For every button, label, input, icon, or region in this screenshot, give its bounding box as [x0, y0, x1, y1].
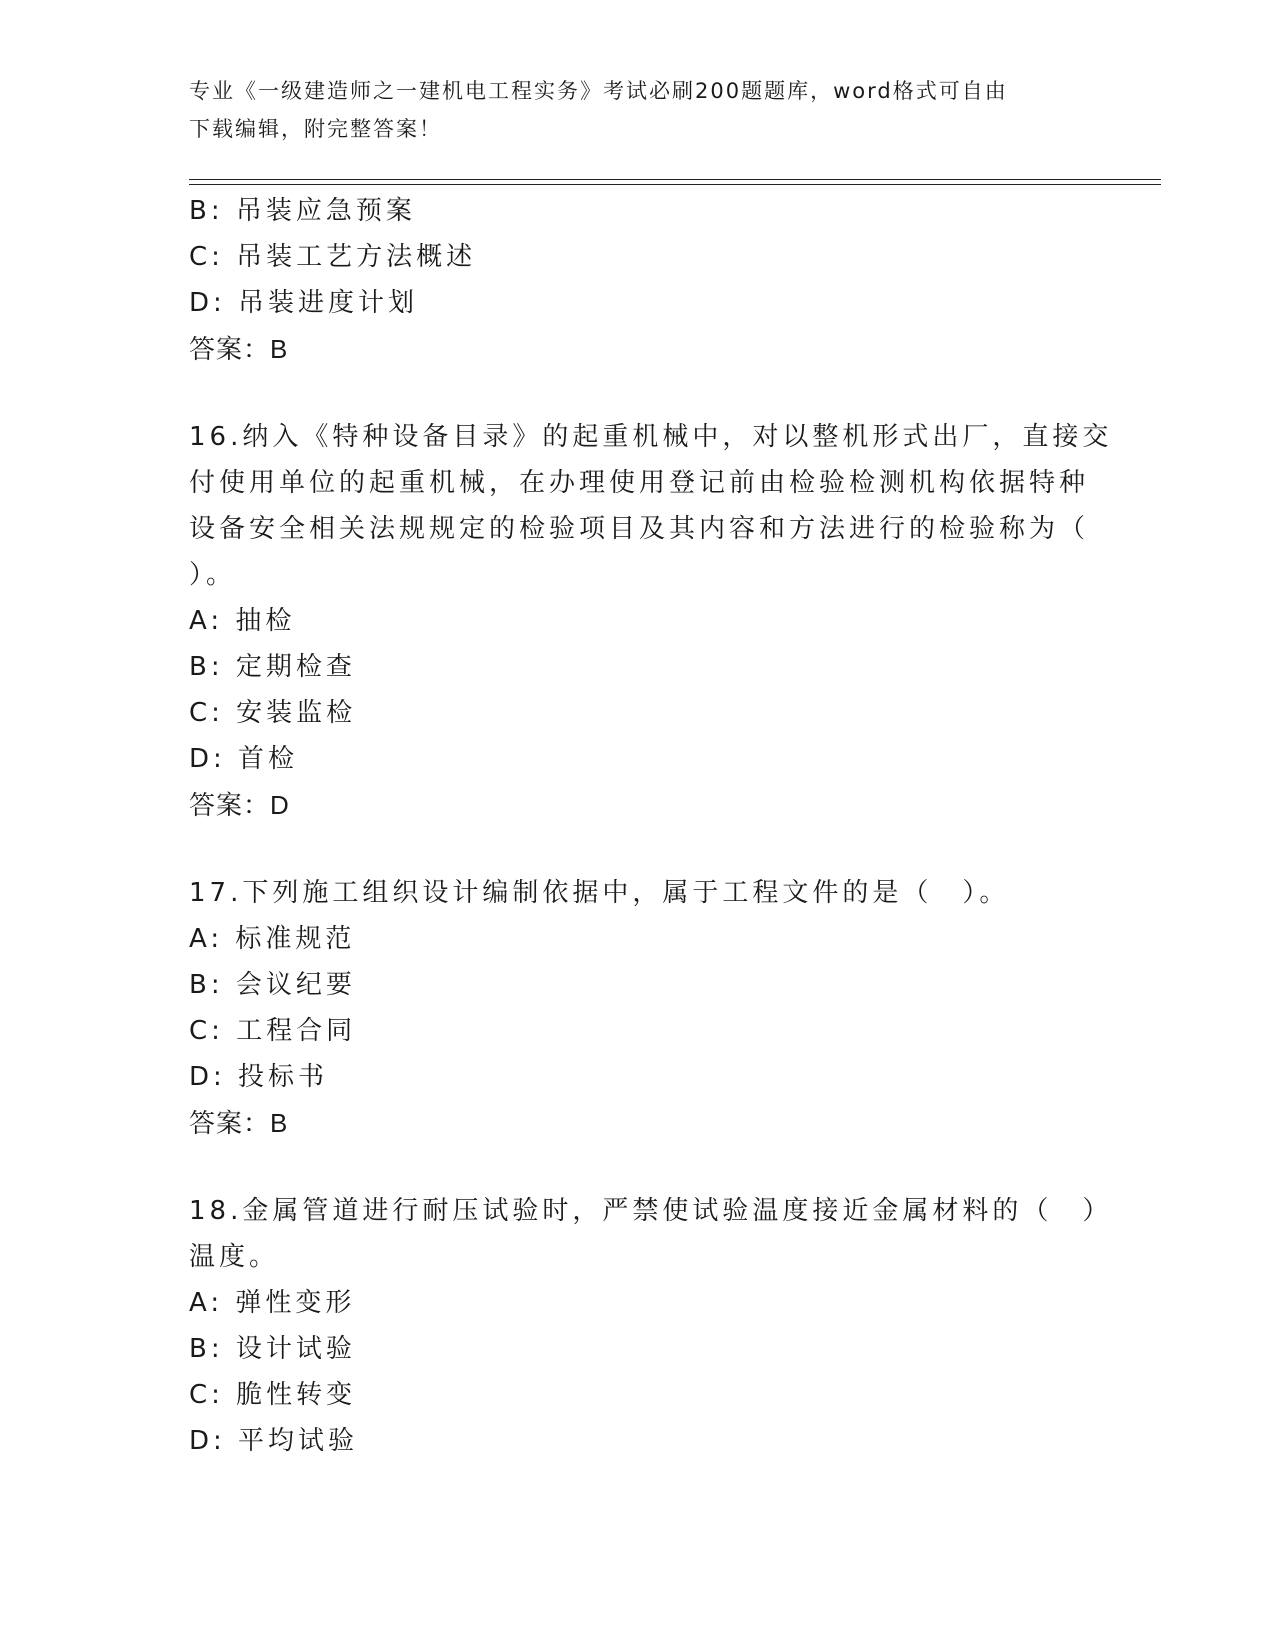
answer-line: 答案：B	[189, 1108, 289, 1138]
question-18	[189, 1188, 1113, 1464]
option-d: D: 平均试验	[189, 1426, 359, 1456]
question-stem-line: 温度。	[189, 1242, 280, 1272]
answer-line: 答案：B	[189, 334, 289, 364]
question-15-continuation	[189, 188, 1089, 372]
option-a: A: 抽检	[189, 606, 296, 636]
header-divider-top	[189, 179, 1161, 180]
option-c: C: 脆性转变	[189, 1380, 357, 1410]
answer-line: 答案：D	[189, 790, 290, 820]
question-stem-line: 付使用单位的起重机械，在办理使用登记前由检验检测机构依据特种	[189, 468, 1090, 498]
option-d: D: 首检	[189, 744, 299, 774]
option-b: B: 定期检查	[189, 652, 356, 682]
spacer	[189, 1146, 1089, 1188]
option-b: B: 会议纪要	[189, 970, 356, 1000]
option-d: D: 吊装进度计划	[189, 288, 419, 318]
question-16	[189, 414, 1113, 828]
document-header	[189, 72, 1089, 148]
option-a: A: 弹性变形	[189, 1288, 356, 1318]
option-b: B: 设计试验	[189, 1334, 356, 1364]
spacer	[189, 828, 1089, 870]
question-stem-line: 设备安全相关法规规定的检验项目及其内容和方法进行的检验称为（	[189, 514, 1090, 544]
option-c: C: 吊装工艺方法概述	[189, 242, 477, 272]
spacer	[189, 372, 1089, 414]
header-line-1: 专业《一级建造师之一建机电工程实务》考试必刷200题题库，word格式可自由	[189, 79, 1008, 103]
question-stem-line: ）。	[189, 560, 237, 590]
document-body	[189, 188, 1113, 1464]
option-c: C: 安装监检	[189, 698, 357, 728]
question-stem-line: 18.金属管道进行耐压试验时，严禁使试验温度接近金属材料的（ ）	[189, 1196, 1113, 1226]
option-c: C: 工程合同	[189, 1016, 357, 1046]
option-a: A: 标准规范	[189, 924, 356, 954]
question-17	[189, 870, 1089, 1146]
option-b: B: 吊装应急预案	[189, 196, 416, 226]
header-line-2: 下载编辑，附完整答案！	[189, 117, 442, 141]
option-d: D: 投标书	[189, 1062, 329, 1092]
question-stem-line: 17.下列施工组织设计编制依据中，属于工程文件的是（ ）。	[189, 878, 1010, 908]
header-divider-bottom	[189, 184, 1161, 185]
question-stem-line: 16.纳入《特种设备目录》的起重机械中，对以整机形式出厂，直接交	[189, 422, 1113, 452]
